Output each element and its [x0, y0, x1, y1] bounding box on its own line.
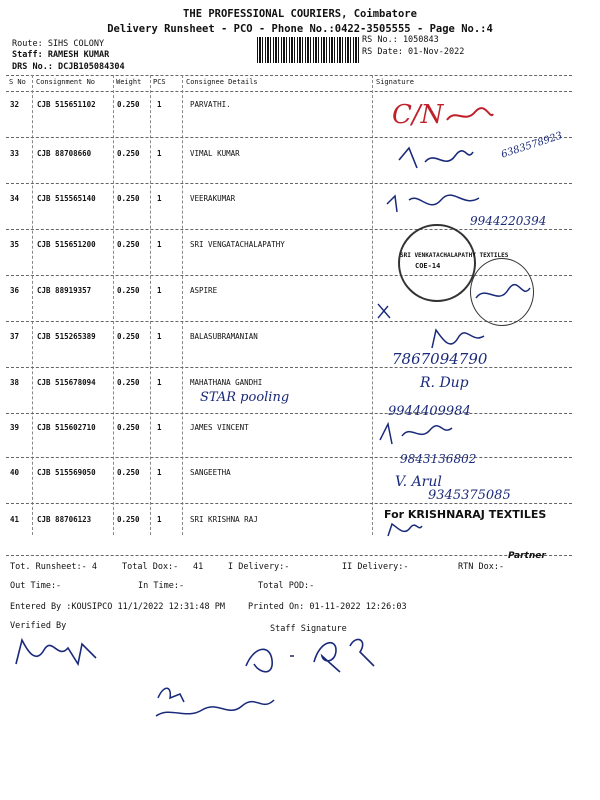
row-consignee: SANGEETHA	[190, 468, 231, 477]
row33-signature-mark	[395, 140, 475, 180]
row-pcs: 1	[157, 332, 162, 341]
row32-scribble	[445, 106, 495, 126]
header-rule	[6, 91, 572, 92]
row-consignee: MAHATHANA GANDHI	[190, 378, 263, 387]
row-sno: 39	[10, 423, 20, 432]
col-divider	[372, 75, 373, 535]
row-rule	[6, 413, 572, 414]
col-divider	[150, 75, 151, 535]
entered-by: Entered By :KOUSIPCO 11/1/2022 12:31:48 PM	[10, 602, 225, 612]
row-consignment: CJB 515651200	[37, 240, 96, 249]
row-sno: 37	[10, 332, 20, 341]
col-pcs: PCS	[153, 78, 166, 86]
row33-phone: 6383578923	[499, 130, 564, 161]
row40-phone: 9345375085	[428, 488, 511, 503]
col-divider	[113, 75, 114, 535]
row-sno: 32	[10, 100, 20, 109]
row-pcs: 1	[157, 149, 162, 158]
row-weight: 0.250	[117, 423, 140, 432]
row-sno: 40	[10, 468, 20, 477]
row34-phone: 9944220394	[470, 214, 547, 228]
row-pcs: 1	[157, 240, 162, 249]
company-title: THE PROFESSIONAL COURIERS, Coimbatore	[183, 8, 417, 20]
col-signature: Signature	[376, 78, 414, 86]
row38-note: STAR pooling	[200, 390, 290, 405]
row-sno: 35	[10, 240, 20, 249]
col-weight: Weight	[116, 78, 142, 86]
seal-code: COE-14	[415, 262, 441, 270]
row39-phone: 9843136802	[400, 452, 477, 466]
col-consignment: Consignment No	[36, 78, 96, 86]
row-consignee: PARVATHI.	[190, 100, 231, 109]
ii-delivery: II Delivery:-	[342, 562, 409, 572]
row-pcs: 1	[157, 468, 162, 477]
barcode	[257, 37, 359, 63]
row38-phone: 9944409984	[388, 404, 471, 419]
row-rule	[6, 229, 572, 230]
col-consignee: Consignee Details	[186, 78, 258, 86]
row-rule	[6, 457, 572, 458]
table-bottom-rule	[6, 555, 572, 556]
row-pcs: 1	[157, 378, 162, 387]
row-pcs: 1	[157, 286, 162, 295]
row-consignment: CJB 515569050	[37, 468, 96, 477]
row-consignee: ASPIRE	[190, 286, 218, 295]
row-consignment: CJB 515565140	[37, 194, 96, 203]
total-pod: Total POD:-	[258, 581, 315, 591]
row34-signature-mark	[383, 190, 483, 220]
verified-by-label: Verified By	[10, 621, 67, 631]
row-weight: 0.250	[117, 240, 140, 249]
drs-number: DRS No.: DCJB105084304	[12, 62, 125, 72]
row-weight: 0.250	[117, 149, 140, 158]
out-time: Out Time:-	[10, 581, 62, 591]
row-weight: 0.250	[117, 468, 140, 477]
row36-tick-mark	[374, 300, 394, 322]
row38-name: R. Dup	[420, 375, 469, 391]
row-consignee: SRI KRISHNA RAJ	[190, 515, 258, 524]
rtn-dox: RTN Dox:-	[458, 562, 505, 572]
row-pcs: 1	[157, 100, 162, 109]
row-rule	[6, 503, 572, 504]
row41-signature-mark	[384, 520, 424, 540]
seal-text: SRI VENKATACHALAPATHY TEXTILES	[400, 252, 509, 259]
row-consignment: CJB 88919357	[37, 286, 92, 295]
staff-signature-label: Staff Signature	[270, 624, 347, 634]
row-rule	[6, 183, 572, 184]
row37-phone: 7867094790	[392, 350, 488, 368]
row-sno: 33	[10, 149, 20, 158]
row-sno: 41	[10, 515, 20, 524]
rs-number: RS No.: 1050843	[362, 35, 439, 45]
total-runsheet: Tot. Runsheet:- 4	[10, 562, 97, 572]
row-consignee: SRI VENGATACHALAPATHY	[190, 240, 285, 249]
row-consignment: CJB 515678094	[37, 378, 96, 387]
row-consignment: CJB 515265389	[37, 332, 96, 341]
i-delivery: I Delivery:-	[228, 562, 290, 572]
col-divider	[32, 75, 33, 535]
krishnaraj-stamp: For KRISHNARAJ TEXTILES	[384, 508, 547, 521]
row-sno: 38	[10, 378, 20, 387]
row-consignment: CJB 515651102	[37, 100, 96, 109]
row-rule	[6, 137, 572, 138]
row-weight: 0.250	[117, 515, 140, 524]
row-consignee: VIMAL KUMAR	[190, 149, 240, 158]
row-weight: 0.250	[117, 378, 140, 387]
row-consignee: BALASUBRAMANIAN	[190, 332, 258, 341]
verified-by-signature	[12, 634, 102, 674]
table-top-rule	[6, 75, 572, 76]
row-weight: 0.250	[117, 194, 140, 203]
row-consignment: CJB 88706123	[37, 515, 92, 524]
row-pcs: 1	[157, 194, 162, 203]
col-divider	[182, 75, 183, 535]
staff-label: Staff: RAMESH KUMAR	[12, 50, 110, 60]
total-dox-value: 41	[193, 562, 204, 572]
row-consignee: JAMES VINCENT	[190, 423, 249, 432]
row-pcs: 1	[157, 423, 162, 432]
route-label: Route: SIHS COLONY	[12, 39, 105, 49]
row-sno: 36	[10, 286, 20, 295]
in-time: In Time:-	[138, 581, 185, 591]
printed-on: Printed On: 01-11-2022 12:26:03	[248, 602, 407, 612]
row36-signature-mark	[472, 280, 532, 310]
rs-date: RS Date: 01-Nov-2022	[362, 47, 465, 57]
col-sno: S No	[9, 78, 26, 86]
row-weight: 0.250	[117, 286, 140, 295]
runsheet-title: Delivery Runsheet - PCO - Phone No.:0422-3505555 - Page No.:4	[107, 23, 493, 35]
row-consignee: VEERAKUMAR	[190, 194, 236, 203]
total-dox-label: Total Dox:-	[122, 562, 179, 572]
row-sno: 34	[10, 194, 20, 203]
row39-signature-mark	[376, 418, 456, 448]
row-weight: 0.250	[117, 332, 140, 341]
partner-stamp: Partner	[508, 551, 546, 561]
row32-signature: C/N	[392, 100, 444, 130]
row-pcs: 1	[157, 515, 162, 524]
row-consignment: CJB 88708660	[37, 149, 92, 158]
row-weight: 0.250	[117, 100, 140, 109]
row-consignment: CJB 515602710	[37, 423, 96, 432]
row40-name: V. Arul	[395, 474, 442, 490]
receiver-signature	[150, 676, 280, 726]
staff-signature	[240, 626, 390, 681]
